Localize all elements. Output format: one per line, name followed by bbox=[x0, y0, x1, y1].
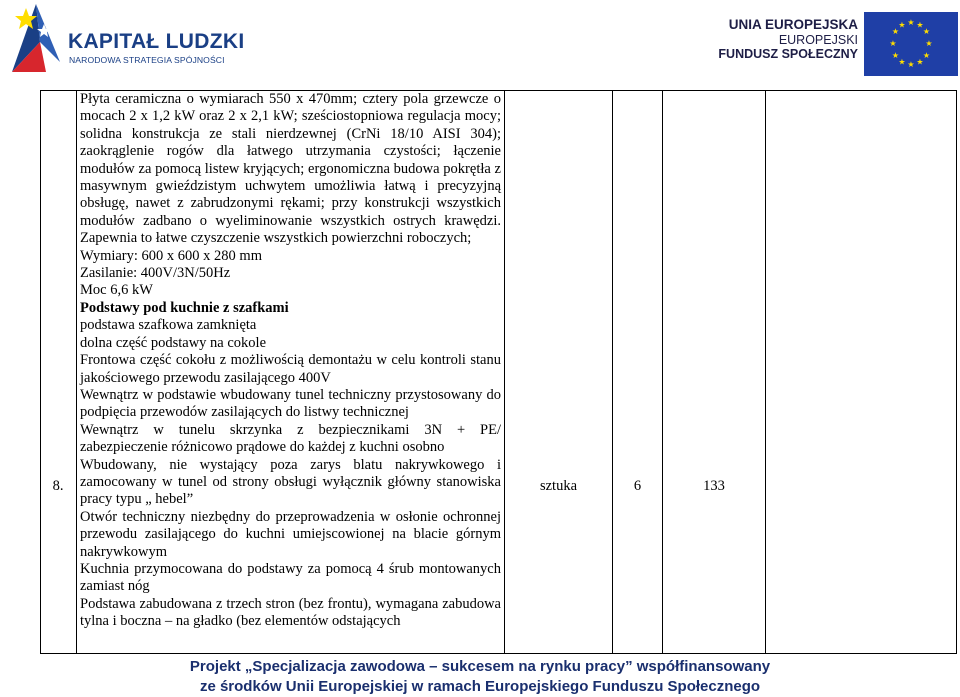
table-bottom-border bbox=[40, 653, 957, 654]
col-border-0 bbox=[40, 90, 41, 654]
svg-text:★: ★ bbox=[907, 60, 915, 69]
description-paragraph: Wewnątrz w tunelu skrzynka z bezpiecznikami 3N + PE/ zabezpieczenie różnicowo prądowe do każdej z kuchni osobno bbox=[80, 421, 501, 456]
eu-logo bbox=[696, 6, 958, 76]
footer-line-2: ze środków Unii Europejskiej w ramach Europejskiego Funduszu Społecznego bbox=[199, 678, 761, 695]
svg-text:★: ★ bbox=[922, 51, 931, 60]
eu-line-1: UNIA EUROPEJSKA bbox=[728, 17, 858, 32]
description-paragraph: Otwór techniczny niezbędny do przeprowadzenia w osłonie ochronnej przewodu zasilającego do kuchni umiejscowionej na blacie górnym nakrywkowym bbox=[80, 508, 501, 560]
svg-text:★: ★ bbox=[916, 57, 924, 67]
row-unit: sztuka bbox=[539, 478, 578, 494]
row-quantity: 6 bbox=[633, 478, 642, 494]
project-footer bbox=[0, 657, 960, 697]
svg-text:★: ★ bbox=[925, 39, 933, 48]
description-paragraph: Kuchnia przymocowana do podstawy za pomocą 4 śrub montowanych zamiast nóg bbox=[80, 560, 501, 595]
kapital-ludzki-logo bbox=[6, 2, 246, 74]
description-paragraph: Wymiary: 600 x 600 x 280 mm bbox=[80, 247, 262, 264]
row-number: 8. bbox=[52, 478, 64, 494]
svg-text:★: ★ bbox=[891, 51, 900, 60]
svg-text:★: ★ bbox=[891, 27, 900, 36]
description-paragraph: Wewnątrz w podstawie wbudowany tunel techniczny przystosowany do podpięcia przewodów zasilających do listwy technicznej bbox=[80, 386, 501, 421]
description-paragraph: Zasilanie: 400V/3N/50Hz bbox=[80, 265, 231, 282]
svg-text:★: ★ bbox=[889, 39, 897, 48]
description-paragraph: Podstawa zabudowana z trzech stron (bez frontu), wymagana zabudowa tylna i boczna – na gładko (bez elementów odstających bbox=[80, 595, 501, 630]
kapital-ludzki-title: KAPITAŁ LUDZKI bbox=[68, 30, 245, 53]
row-description bbox=[80, 91, 501, 631]
col-border-1 bbox=[76, 90, 77, 654]
description-paragraph: Podstawy pod kuchnie z szafkami bbox=[80, 299, 289, 316]
eu-line-3: FUNDUSZ SPOŁECZNY bbox=[718, 47, 858, 61]
col-border-3 bbox=[612, 90, 613, 654]
svg-text:★: ★ bbox=[898, 57, 906, 67]
svg-text:★: ★ bbox=[916, 20, 924, 30]
description-paragraph: podstawa szafkowa zamknięta bbox=[80, 317, 257, 334]
description-paragraph: Frontowa część cokołu z możliwością demontażu w celu kontroli stanu jakościowego przewodu zasilającego 400V bbox=[80, 352, 501, 386]
kapital-ludzki-emblem-icon bbox=[6, 2, 62, 74]
svg-text:★: ★ bbox=[922, 27, 931, 36]
description-paragraph: Płyta ceramiczna o wymiarach 550 x 470mm; cztery pola grzewcze o mocach 2 x 1,2 kW oraz 2 x 2,1 kW; sześciostopniowa regulacja mocy; solidna konstrukcja ze stali nierdzewnej (CrNi 18/10 AISI 304); zaokrąglenie rogów dla łatwego utrzymania czystości; łączenie modułów za pomocą listew kryjących; ergonomiczna budowa pokrętła z masywnym gwieździstym uchwytem umożliwia łatwą i precyzyjną obsługę, nawet z zabrudzonymi rękami; przy konstrukcji wszystkich modułów zadbano o wyeliminowanie wszystkich ostrych krawędzi. Zapewnia to łatwe czyszczenie wszystkich powierzchni roboczych; bbox=[80, 91, 501, 247]
footer-line-1: Projekt „Specjalizacja zawodowa – sukcesem na rynku pracy” współfinansowany bbox=[189, 658, 771, 675]
description-paragraph: Moc 6,6 kW bbox=[80, 282, 153, 299]
eu-flag-icon bbox=[864, 12, 958, 76]
col-border-4 bbox=[662, 90, 663, 654]
eu-line-2: EUROPEJSKI bbox=[778, 32, 858, 47]
kapital-ludzki-subtitle: NARODOWA STRATEGIA SPÓJNOŚCI bbox=[69, 55, 225, 65]
description-paragraph: dolna część podstawy na cokole bbox=[80, 334, 267, 351]
col-border-6 bbox=[956, 90, 957, 654]
col-border-2 bbox=[504, 90, 505, 654]
col-border-5 bbox=[765, 90, 766, 654]
description-paragraph: Wbudowany, nie wystający poza zarys blatu nakrywkowego i zamocowany w tunel od strony obsługi wyłącznik główny stanowiska pracy typu „ hebel” bbox=[80, 456, 501, 508]
svg-text:★: ★ bbox=[907, 18, 915, 27]
svg-text:★: ★ bbox=[898, 20, 906, 30]
row-code: 133 bbox=[703, 478, 725, 494]
eu-text-block bbox=[718, 18, 858, 62]
